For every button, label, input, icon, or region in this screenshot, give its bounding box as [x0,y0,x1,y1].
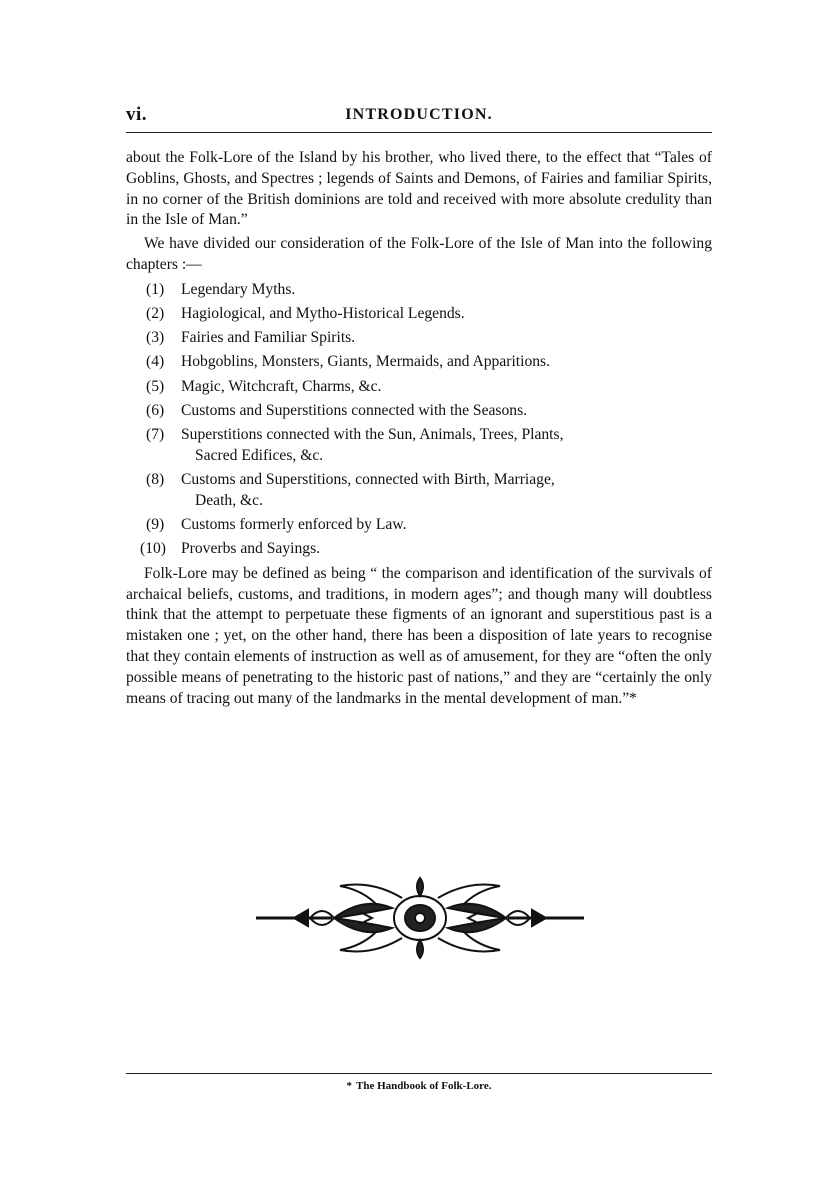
chapter-item [126,401,712,422]
chapter-item [126,470,712,512]
chapter-list [126,280,712,560]
chapter-title: Hobgoblins, Monsters, Giants, Mermaids, and Apparitions. [181,353,551,371]
paragraph-chapters-intro: We have divided our consideration of the Folk-Lore of the Isle of Man into the following chapters :— [126,235,712,273]
chapter-item [126,280,712,301]
chapter-title-continuation: Sacred Edifices, &c. [195,446,324,464]
paragraph-closing: Folk-Lore may be defined as being “ the comparison and identification of the survivals of archaical beliefs, customs, and traditions, in modern ages”; and though many will doubtless think that the attempt to perpetuate these figments of an ignorant and superstitious past is a mistaken one ; yet, on the other hand, there has been a disposition of late years to recognise that they contain elements of instruction as well as of amusement, for they are “often the only possible means of penetrating to the historic past of nations,” and they are “certainly the only means of tracing out many of the landmarks in the mental development of man.”* [126,564,712,707]
chapter-number: (10) [140,540,166,558]
chapter-number: (9) [146,515,165,533]
header-rule [126,132,712,133]
chapter-title: Legendary Myths. [181,280,296,298]
chapter-item [126,377,712,398]
chapter-item [126,352,712,373]
chapter-title-continuation: Death, &c. [195,491,263,509]
chapter-title: Superstitions connected with the Sun, Animals, Trees, Plants, [181,425,564,443]
paragraph-opening: about the Folk-Lore of the Island by his brother, who lived there, to the effect that “Tales of Goblins, Ghosts, and Spectres ; legends of Saints and Demons, of Fairies and familiar Spirits, in no corner of the British dominions are told and received with more absolute credulity than in the Isle of Man.” [126,149,712,229]
running-title: INTRODUCTION. [345,106,493,123]
chapter-number: (7) [146,425,165,443]
chapter-number: (3) [146,329,165,347]
footnote [126,1080,712,1092]
footnote-text: The Handbook of Folk-Lore. [356,1080,492,1092]
page-header [126,104,712,130]
footnote-rule [126,1073,712,1074]
chapter-title: Customs and Superstitions connected with the Seasons. [181,401,528,419]
chapter-item [126,304,712,325]
page-number: vi. [126,104,148,125]
footnote-mark: * [346,1080,352,1092]
chapter-number: (1) [146,280,165,298]
chapter-title: Fairies and Familiar Spirits. [181,329,356,347]
chapter-number: (5) [146,377,165,395]
chapter-item [126,515,712,536]
chapter-number: (2) [146,304,165,322]
chapter-number: (4) [146,353,165,371]
chapter-title: Customs formerly enforced by Law. [181,515,407,533]
chapter-title: Customs and Superstitions, connected with Birth, Marriage, [181,470,555,488]
chapter-item [126,328,712,349]
body-text [126,148,712,709]
chapter-item [126,425,712,467]
chapter-number: (6) [146,401,165,419]
chapter-title: Hagiological, and Mytho-Historical Legends. [181,304,465,322]
chapter-title: Magic, Witchcraft, Charms, &c. [181,377,382,395]
printers-ornament [252,876,588,960]
chapter-title: Proverbs and Sayings. [181,540,321,558]
chapter-number: (8) [146,470,165,488]
chapter-item [126,539,712,560]
